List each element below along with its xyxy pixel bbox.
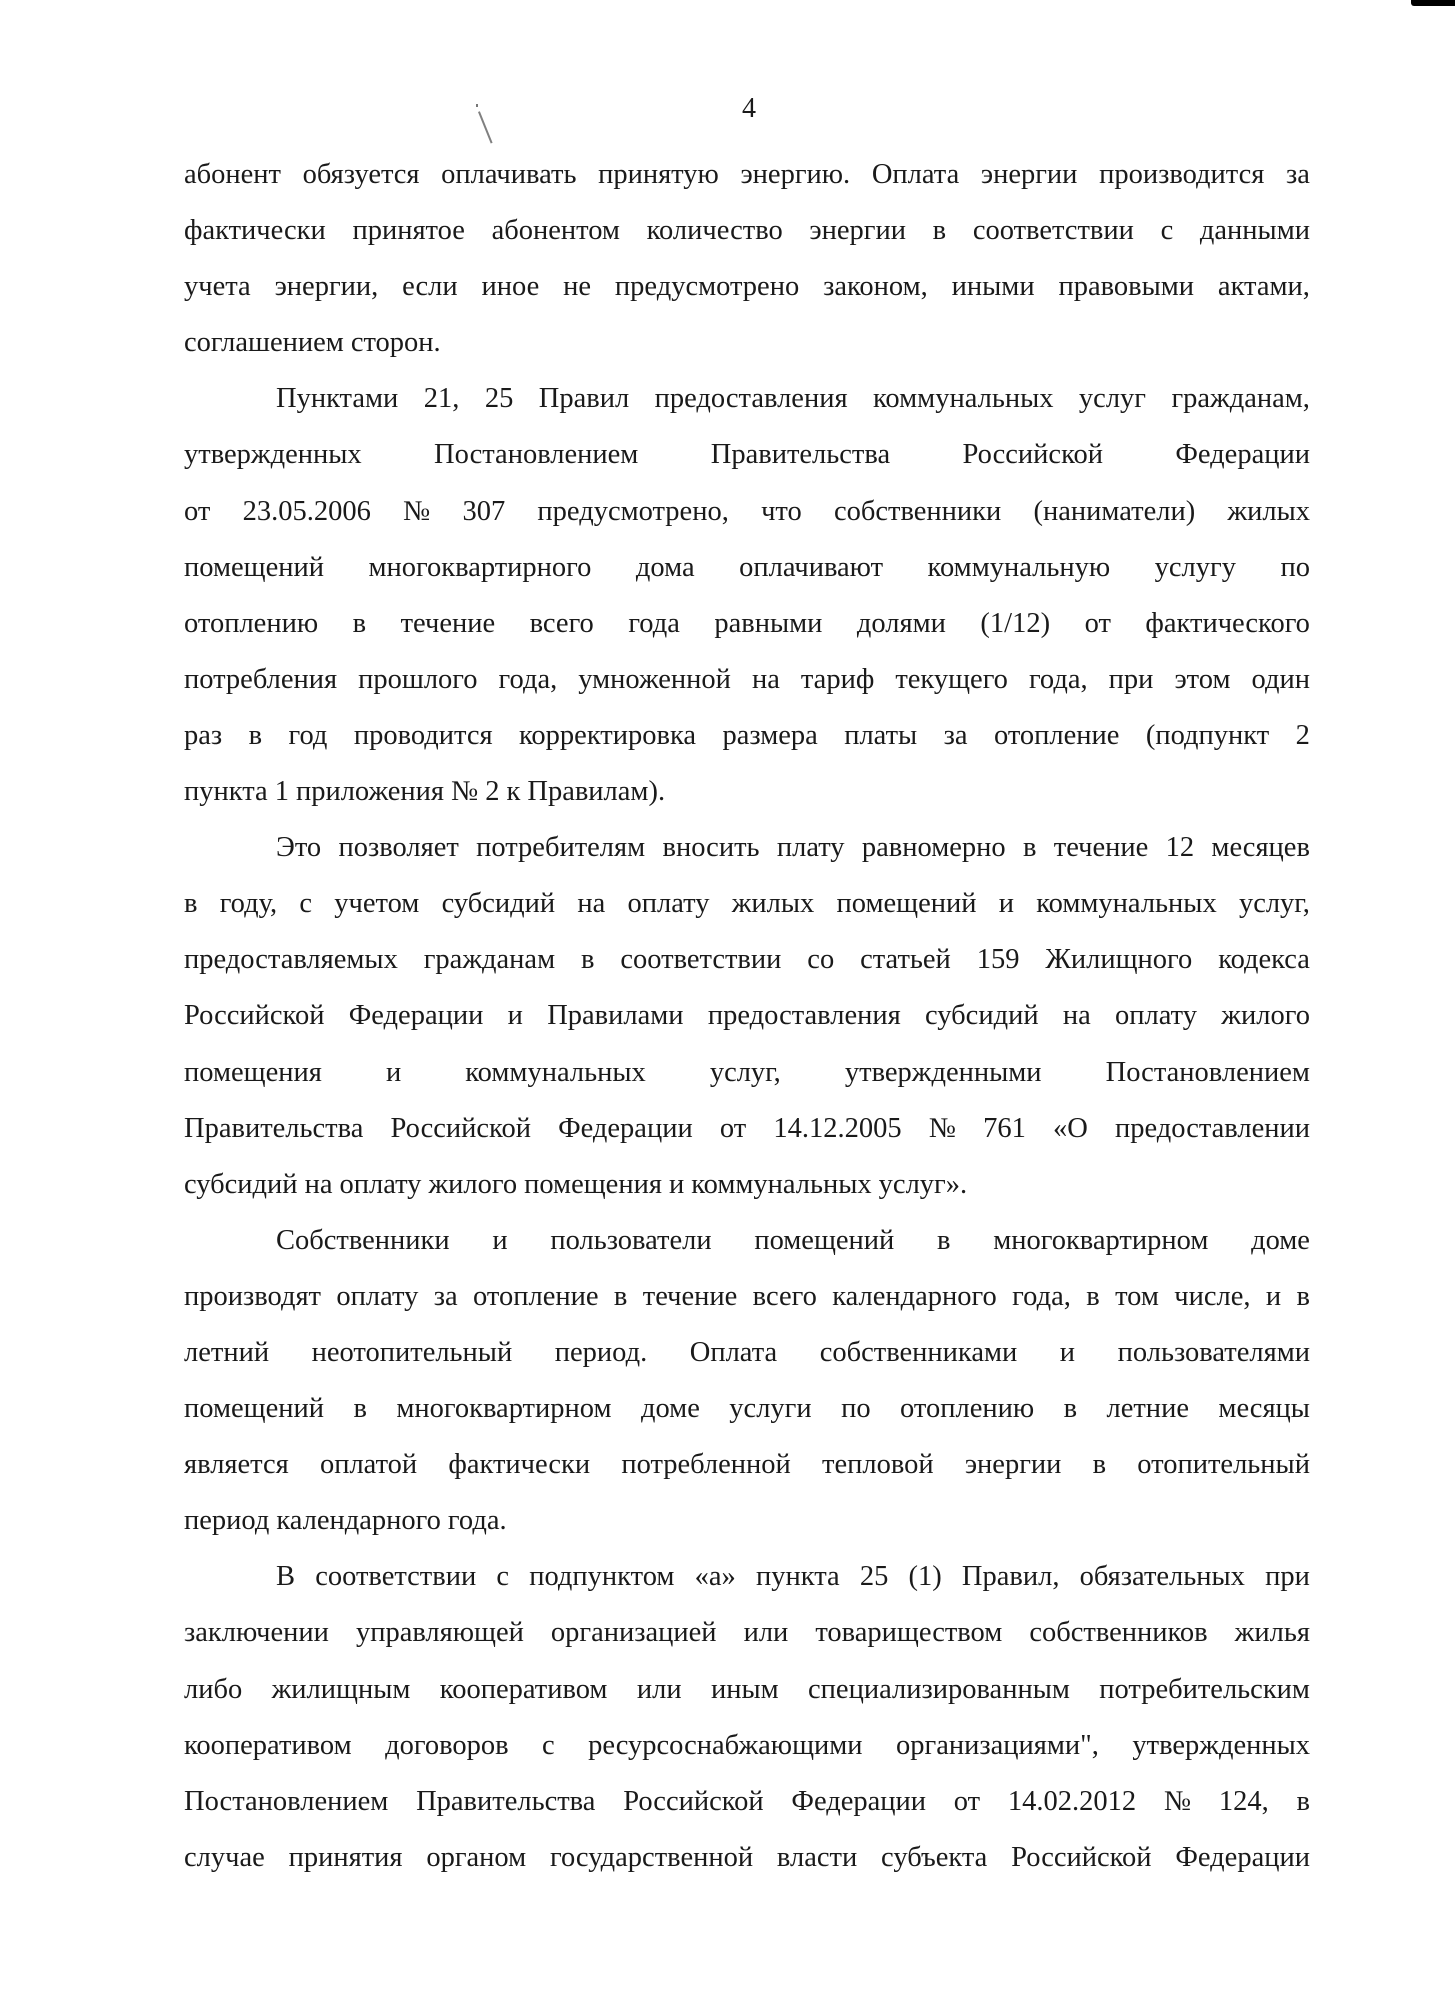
text-line: утвержденных Постановлением Правительства Российской Федерации [184, 439, 1310, 471]
paragraph [184, 820, 1310, 1213]
paragraph [184, 147, 1310, 371]
text-line: помещений в многоквартирном доме услуги по отоплению в летние месяцы [184, 1393, 1310, 1425]
text-line: раз в год проводится корректировка размера платы за отопление (подпункт 2 [184, 719, 1310, 751]
text-line: Постановлением Правительства Российской Федерации от 14.02.2012 № 124, в [184, 1785, 1310, 1817]
scan-corner-mark [1411, 0, 1455, 6]
text-line: субсидий на оплату жилого помещения и коммунальных услуг». [184, 1168, 968, 1200]
text-line: случае принятия органом государственной власти субъекта Российской Федерации [184, 1841, 1310, 1873]
text-line: Российской Федерации и Правилами предоставления субсидий на оплату жилого [184, 1000, 1310, 1032]
paragraph [184, 1213, 1310, 1550]
text-line: помещений многоквартирного дома оплачивают коммунальную услугу по [184, 551, 1310, 583]
text-line: летний неотопительный период. Оплата собственниками и пользователями [184, 1336, 1310, 1368]
text-line: фактически принятое абонентом количество энергии в соответствии с данными [184, 215, 1310, 247]
text-line: отоплению в течение всего года равными долями (1/12) от фактического [184, 607, 1310, 639]
text-line: Это позволяет потребителям вносить плату равномерно в течение 12 месяцев [276, 832, 1310, 864]
page-number: 4 [742, 93, 756, 124]
text-line: соглашением сторон. [184, 327, 441, 359]
text-line: в году, с учетом субсидий на оплату жилых помещений и коммунальных услуг, [184, 888, 1310, 920]
text-line: является оплатой фактически потребленной тепловой энергии в отопительный [184, 1449, 1310, 1481]
text-line: потребления прошлого года, умноженной на тариф текущего года, при этом один [184, 663, 1310, 695]
text-line: производят оплату за отопление в течение всего календарного года, в том числе, и в [184, 1280, 1310, 1312]
text-line: абонент обязуется оплачивать принятую энергию. Оплата энергии производится за [184, 159, 1310, 190]
paragraph [184, 1549, 1310, 1886]
text-line: период календарного года. [184, 1505, 507, 1537]
text-line: помещения и коммунальных услуг, утвержденными Постановлением [184, 1056, 1310, 1088]
paragraph [184, 371, 1310, 820]
text-line: Собственники и пользователи помещений в многоквартирном доме [276, 1224, 1310, 1256]
text-line: учета энергии, если иное не предусмотрено законом, иными правовыми актами, [184, 271, 1310, 303]
text-line: кооперативом договоров с ресурсоснабжающими организациями", утвержденных [184, 1729, 1310, 1761]
text-line: Правительства Российской Федерации от 14.12.2005 № 761 «О предоставлении [184, 1112, 1310, 1144]
text-line: Пунктами 21, 25 Правил предоставления коммунальных услуг гражданам, [276, 383, 1310, 415]
text-line: предоставляемых гражданам в соответствии со статьей 159 Жилищного кодекса [184, 944, 1310, 976]
text-line: от 23.05.2006 № 307 предусмотрено, что собственники (наниматели) жилых [184, 495, 1310, 527]
text-line: В соответствии с подпунктом «а» пункта 25 (1) Правил, обязательных при [276, 1561, 1310, 1593]
document-body [184, 147, 1310, 1886]
text-line: либо жилищным кооперативом или иным специализированным потребительским [184, 1673, 1310, 1705]
text-line: пункта 1 приложения № 2 к Правилам). [184, 776, 666, 808]
text-line: заключении управляющей организацией или товариществом собственников жилья [184, 1617, 1310, 1649]
